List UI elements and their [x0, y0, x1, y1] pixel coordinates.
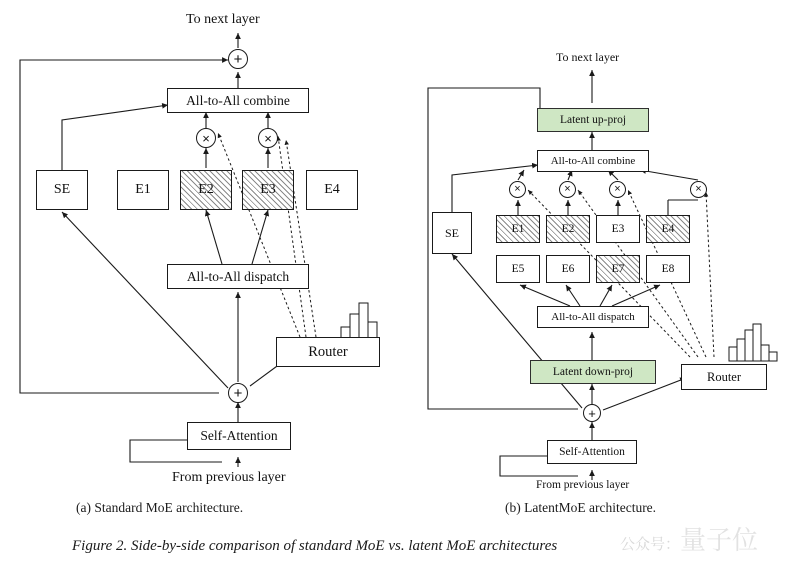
panel-b-multiply-1: ×: [509, 181, 526, 198]
panel-a-bottom-label: From previous layer: [172, 470, 286, 485]
panel-b-expert-e8: E8: [646, 255, 690, 283]
router-histogram-b: [729, 324, 777, 361]
panel-b-router: Router: [681, 364, 767, 390]
panel-a-expert-e2: E2: [180, 170, 232, 210]
panel-b-expert-e1: E1: [496, 215, 540, 243]
panel-b-expert-e5: E5: [496, 255, 540, 283]
panel-a-top-add: +: [228, 49, 248, 69]
panel-a-multiply-e3: ×: [258, 128, 278, 148]
panel-b-expert-e4: E4: [646, 215, 690, 243]
panel-b-multiply-2: ×: [559, 181, 576, 198]
panel-a-multiply-e2: ×: [196, 128, 216, 148]
panel-b-top-label: To next layer: [556, 50, 620, 64]
panel-a-all-to-all-combine: All-to-All combine: [167, 88, 309, 113]
panel-b-subcaption: (b) LatentMoE architecture.: [505, 500, 657, 515]
panel-b-multiply-3: ×: [609, 181, 626, 198]
panel-b-shared-expert: SE: [432, 212, 472, 254]
panel-b-expert-e3: E3: [596, 215, 640, 243]
panel-b-all-to-all-dispatch: All-to-All dispatch: [537, 306, 649, 328]
panel-a-bottom-add: +: [228, 383, 248, 403]
figure-caption: Figure 2. Side-by-side comparison of standard MoE vs. latent MoE architectures: [72, 538, 558, 554]
panel-b-expert-e7: E7: [596, 255, 640, 283]
panel-a-self-attention: Self-Attention: [187, 422, 291, 450]
panel-b-all-to-all-combine: All-to-All combine: [537, 150, 649, 172]
panel-a-expert-e3: E3: [242, 170, 294, 210]
watermark-prefix: 公众号：: [620, 536, 681, 553]
panel-b-bottom-label: From previous layer: [536, 479, 630, 491]
watermark: [620, 520, 758, 557]
panel-b-expert-e2: E2: [546, 215, 590, 243]
panel-b-expert-e6: E6: [546, 255, 590, 283]
panel-a-router: Router: [276, 337, 380, 367]
panel-a-shared-expert: SE: [36, 170, 88, 210]
panel-a-all-to-all-dispatch: All-to-All dispatch: [167, 264, 309, 289]
panel-a-top-label: To next layer: [186, 12, 260, 27]
panel-b-multiply-4: ×: [690, 181, 707, 198]
panel-a-subcaption: (a) Standard MoE architecture.: [76, 500, 244, 515]
panel-a-expert-e1: E1: [117, 170, 169, 210]
panel-b-latent-down-proj: Latent down-proj: [530, 360, 656, 384]
panel-b-bottom-add: +: [583, 404, 601, 422]
panel-b-self-attention: Self-Attention: [547, 440, 637, 464]
panel-a-expert-e4: E4: [306, 170, 358, 210]
watermark-main: 量子位: [680, 525, 759, 555]
panel-b-latent-up-proj: Latent up-proj: [537, 108, 649, 132]
